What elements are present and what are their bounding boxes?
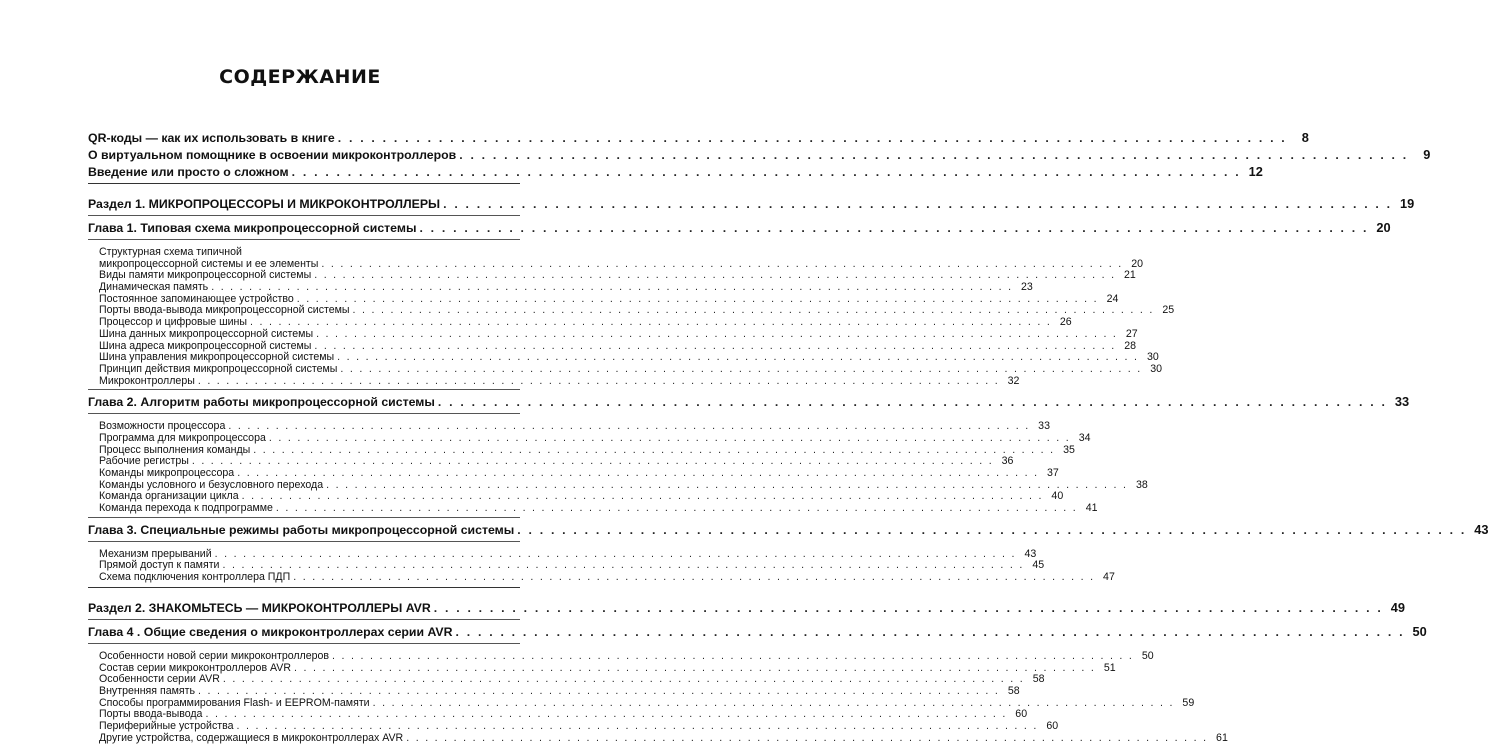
- section-2: [88, 599, 1427, 745]
- toc-entry-introduction[interactable]: [88, 163, 1263, 180]
- list-item[interactable]: Механизм прерываний . . . 43: [88, 549, 520, 561]
- toc-entry-qr-codes[interactable]: [88, 129, 1309, 146]
- list-item[interactable]: Способы программирования Flash- и EEPROM-памяти . . . 59: [88, 698, 520, 710]
- list-item[interactable]: Схема подключения контроллера ПДП . . . 47: [88, 572, 520, 584]
- list-item: Структурная схема типичной: [99, 246, 242, 258]
- chapter-2-items: [88, 417, 1148, 515]
- list-item[interactable]: Рабочие регистры . . . 36: [88, 456, 520, 468]
- divider: [88, 389, 520, 390]
- chapter-page: 33: [1394, 394, 1410, 410]
- section-1: [88, 195, 1488, 588]
- divider: [88, 541, 520, 542]
- list-item[interactable]: Прямой доступ к памяти . . . 45: [88, 560, 520, 572]
- entry-title: QR-коды — как их использовать в книге: [88, 131, 335, 145]
- chapter-page: 43: [1474, 521, 1488, 537]
- section-page: 49: [1390, 599, 1405, 615]
- list-item[interactable]: Программа для микропроцессора . . . 34: [88, 433, 520, 445]
- list-item[interactable]: Шина управления микропроцессорной системы . . . 30: [88, 352, 520, 364]
- chapter-page: 20: [1376, 220, 1391, 235]
- toc-chapter-3[interactable]: [88, 521, 1488, 539]
- list-item[interactable]: Порты ввода-вывода . . . 60: [88, 709, 520, 721]
- page-title: СОДЕРЖАНИЕ: [219, 66, 381, 88]
- list-item[interactable]: Виды памяти микропроцессорной системы . . . 21: [88, 270, 520, 282]
- list-item[interactable]: Процессор и цифровые шины . . . 26: [88, 317, 520, 329]
- list-item[interactable]: Динамическая память . . . 23: [88, 282, 520, 294]
- list-item[interactable]: Постоянное запоминающее устройство . . . 24: [88, 294, 520, 306]
- divider: [88, 619, 520, 620]
- list-item[interactable]: Порты ввода-вывода микропроцессорной системы . . . 25: [88, 305, 520, 317]
- entry-title: О виртуальном помощнике в освоении микроконтроллеров: [88, 148, 457, 162]
- toc-entry-virtual-assistant[interactable]: [88, 146, 1431, 163]
- chapter-page: 50: [1412, 623, 1427, 639]
- list-item[interactable]: Команда организации цикла . . . 40: [88, 491, 520, 503]
- list-item[interactable]: Особенности новой серии микроконтроллеров . . . 50: [88, 651, 520, 663]
- entry-page: 8: [1301, 130, 1309, 145]
- list-item[interactable]: Команды микропроцессора . . . 37: [88, 468, 520, 480]
- list-item[interactable]: Шина данных микропроцессорной системы . . . 27: [88, 329, 520, 341]
- list-item[interactable]: Команды условного и безусловного перехода . . . 38: [88, 480, 520, 492]
- list-item[interactable]: Периферийные устройства . . . 60: [88, 721, 520, 733]
- divider: [88, 215, 520, 216]
- entry-page: 9: [1423, 147, 1431, 162]
- chapter-title: Глава 4 . Общие сведения о микроконтроллерах серии AVR: [88, 624, 453, 639]
- section-title: Раздел 1. МИКРОПРОЦЕССОРЫ И МИКРОКОНТРОЛЛЕРЫ: [88, 197, 441, 211]
- table-of-contents: [88, 129, 1488, 744]
- list-item[interactable]: Команда перехода к подпрограмме . . . 41: [88, 503, 520, 515]
- chapter-title: Глава 3. Специальные режимы работы микропроцессорной системы: [88, 522, 515, 537]
- toc-chapter-2[interactable]: [88, 393, 1410, 411]
- chapter-3-items: [88, 545, 1115, 584]
- section-page: 19: [1400, 196, 1415, 211]
- list-item[interactable]: Процесс выполнения команды . . . 35: [88, 445, 520, 457]
- divider: [88, 413, 520, 414]
- toc-chapter-4[interactable]: [88, 623, 1427, 641]
- divider: [88, 517, 520, 518]
- entry-title: Введение или просто о сложном: [88, 165, 289, 179]
- divider: [88, 183, 520, 184]
- section-title: Раздел 2. ЗНАКОМЬТЕСЬ — МИКРОКОНТРОЛЛЕРЫ AVR: [88, 600, 431, 615]
- toc-chapter-1[interactable]: [88, 219, 1391, 237]
- divider: [88, 239, 520, 240]
- divider: [88, 587, 520, 588]
- toc-section-2[interactable]: [88, 599, 1405, 617]
- list-item[interactable]: микропроцессорной системы и ее элементы . . . 20: [88, 259, 520, 271]
- chapter-1-items: [88, 243, 1175, 387]
- toc-section-1[interactable]: [88, 195, 1415, 213]
- front-matter: [88, 129, 1431, 184]
- chapter-title: Глава 2. Алгоритм работы микропроцессорной системы: [88, 395, 435, 410]
- list-item[interactable]: Внутренняя память . . . 58: [88, 686, 520, 698]
- list-item[interactable]: Принцип действия микропроцессорной системы . . . 30: [88, 364, 520, 376]
- list-item[interactable]: Возможности процессора . . . 33: [88, 421, 520, 433]
- list-item[interactable]: Особенности серии AVR . . . 58: [88, 674, 520, 686]
- entry-page: 12: [1248, 164, 1263, 179]
- chapter-4-items: [88, 647, 1228, 745]
- list-item[interactable]: Микроконтроллеры . . . 32: [88, 376, 520, 388]
- list-item[interactable]: Шина адреса микропроцессорной системы . . . 28: [88, 341, 520, 353]
- divider: [88, 643, 520, 644]
- chapter-title: Глава 1. Типовая схема микропроцессорной системы: [88, 221, 417, 235]
- list-item[interactable]: Состав серии микроконтроллеров AVR . . . 51: [88, 663, 520, 675]
- list-item[interactable]: Другие устройства, содержащиеся в микроконтроллерах AVR . . . 61: [88, 733, 520, 745]
